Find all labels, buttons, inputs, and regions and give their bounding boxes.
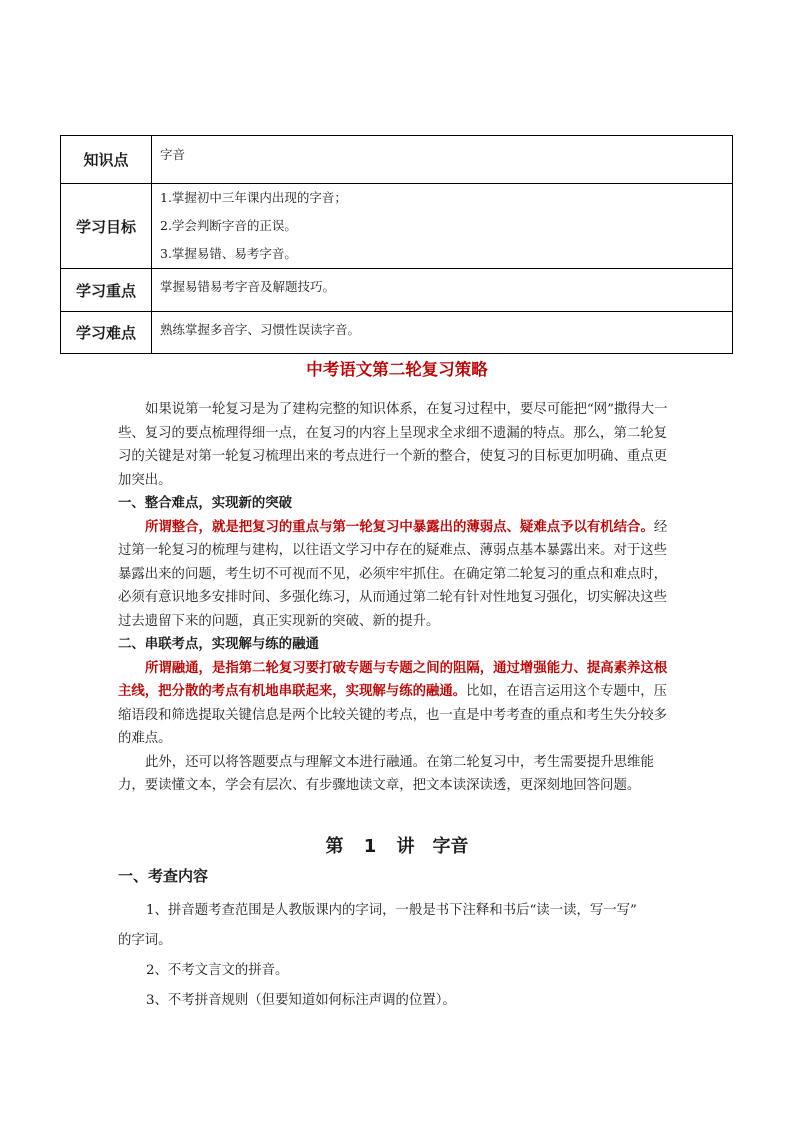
list-item: 2、不考文言文的拼音。 [146,963,289,978]
row-header: 学习目标 [61,184,152,269]
section-2-paragraph [118,657,678,751]
section-1-emphasis: 所谓整合，就是把复习的重点与第一轮复习中暴露出的薄弱点、疑难点予以有机结合。 [145,519,654,535]
content-line: 3.掌握易错、易考字音。 [160,246,297,261]
content-line: 熟练掌握多音字、习惯性误读字音。 [160,322,361,337]
list-item: 1、拼音题考查范围是人教版课内的字词，一般是书下注释和书后“读一读，写一写” [146,903,637,918]
row-content [152,136,733,184]
content-line: 掌握易错易考字音及解题技巧。 [160,279,336,294]
strategy-body [118,398,678,798]
row-header: 学习难点 [61,312,152,354]
strategy-title: 中考语文第二轮复习策略 [306,360,488,379]
content-line: 字音 [160,147,186,162]
list-item-continued: 的字词。 [118,933,172,948]
intro-paragraph: 如果说第一轮复习是为了建构完整的知识体系，在复习过程中，要尽可能把“网”撒得大一些、复习的要点梳理得细一点，在复习的内容上呈现求全求细不遗漏的特点。那么，第二轮复习的关键是对第一轮复习梳理出来的考点进行一个新的整合，使复习的目标更加明确、重点更加突出。 [118,402,668,488]
row-content [152,269,733,312]
row-header: 学习重点 [61,269,152,312]
content-line: 1.掌握初中三年课内出现的字音； [160,190,347,205]
section-2-text: 比如，在语言运用这个专题中，压缩语段和筛选提取关键信息是两个比较关键的考点，也一直是中考考查的重点和考生失分较多的难点。 [118,684,668,746]
row-header: 知识点 [61,136,152,184]
closing-paragraph: 此外，还可以将答题要点与理解文本进行融通。在第二轮复习中，考生需要提升思维能力，要读懂文本，学会有层次、有步骤地读文章，把文本读深读透，更深刻地回答问题。 [118,754,654,793]
section-1-heading: 一、整合难点，实现新的突破 [118,496,293,511]
table-row [61,136,733,184]
lecture-title: 第 1 讲 字音 [325,836,469,857]
learning-objectives-table [60,135,733,354]
list-item: 3、不考拼音规则（但要知道如何标注声调的位置）。 [146,993,456,1008]
table-row [61,312,733,354]
section-2-heading: 二、串联考点，实现解与练的融通 [118,637,319,652]
lecture-section-heading: 一、考查内容 [118,867,209,885]
row-content [152,312,733,354]
lecture-items [118,896,678,1016]
row-content [152,184,733,269]
section-1-text: 经过第一轮复习的梳理与建构，以往语文学习中存在的疑难点、薄弱点基本暴露出来。对于这些暴露出来的问题，考生切不可视而不见，必须牢牢抓住。在确定第二轮复习的重点和难点时，必须有意识地多安排时间、多强化练习，从而通过第二轮有针对性地复习强化，切实解决这些过去遗留下来的问题，真正实现新的突破、新的提升。 [118,519,668,629]
section-2-emphasis: 所谓融通，是指第二轮复习要打破专题与专题之间的阻隔，通过增强能力、提高素养这根主线，把分散的考点有机地串联起来，实现解与练的融通。 [118,660,668,699]
section-1-paragraph [118,516,678,634]
table-row [61,184,733,269]
content-line: 2.学会判断字音的正误。 [160,218,297,233]
table-row [61,269,733,312]
